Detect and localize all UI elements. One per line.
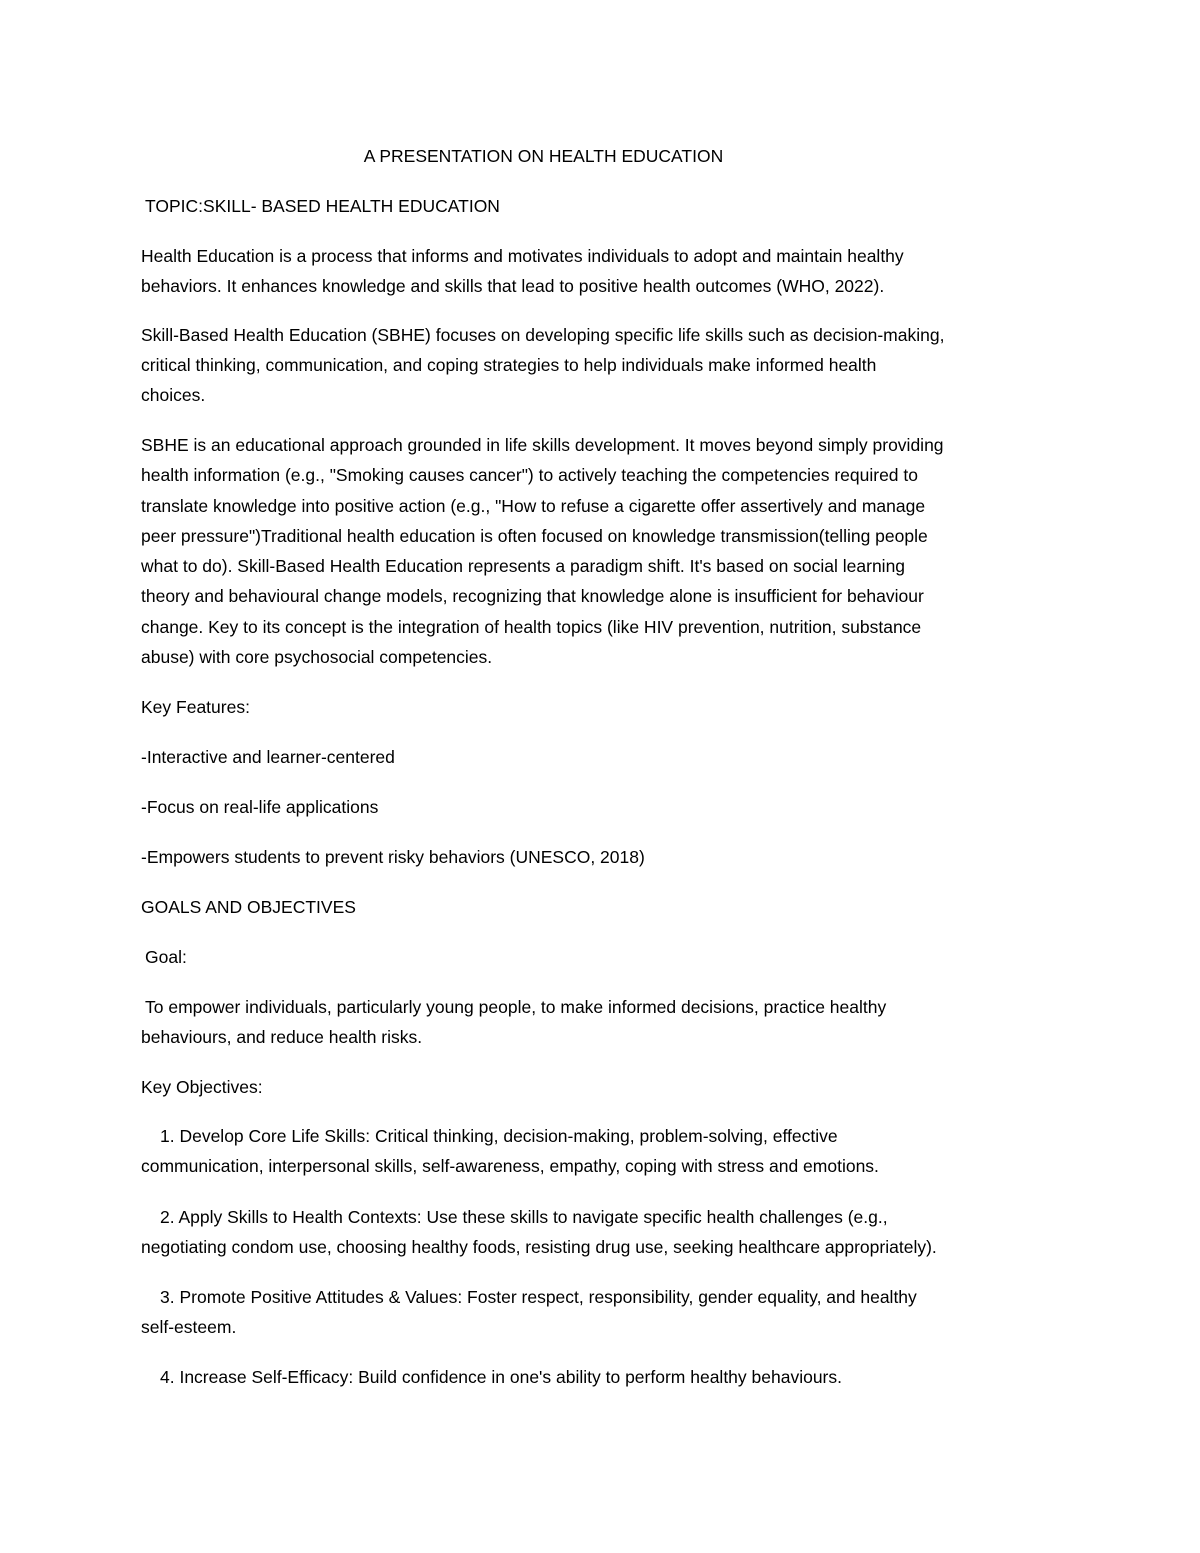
objective-2-line-1: 2. Apply Skills to Health Contexts: Use these skills to navigate specific health challenges (e.g.,: [160, 1207, 888, 1227]
objective-3-line-2: self-esteem.: [141, 1317, 237, 1337]
paragraph-2-line-1: Skill-Based Health Education (SBHE) focuses on developing specific life skills such as decision-making,: [141, 325, 945, 345]
objectives-heading: Key Objectives:: [141, 1077, 263, 1097]
goal-text-line-1: To empower individuals, particularly young people, to make informed decisions, practice healthy: [145, 997, 887, 1017]
objective-2-line-2: negotiating condom use, choosing healthy foods, resisting drug use, seeking healthcare appropriately).: [141, 1237, 937, 1257]
paragraph-1-line-2: behaviors. It enhances knowledge and skills that lead to positive health outcomes (WHO, 2022).: [141, 276, 885, 296]
objective-1-line-2: communication, interpersonal skills, self-awareness, empathy, coping with stress and emotions.: [141, 1156, 879, 1176]
key-feature-item: -Interactive and learner-centered: [141, 747, 395, 767]
key-feature-item: -Empowers students to prevent risky behaviors (UNESCO, 2018): [141, 847, 645, 867]
paragraph-3-line-5: what to do). Skill-Based Health Education represents a paradigm shift. It's based on social learning: [141, 556, 906, 576]
objective-4-line-1: 4. Increase Self-Efficacy: Build confidence in one's ability to perform healthy behaviours.: [160, 1367, 842, 1387]
goal-label: Goal:: [145, 947, 187, 967]
paragraph-3-line-3: translate knowledge into positive action (e.g., "How to refuse a cigarette offer assertively and manage: [141, 496, 926, 516]
goal-text-line-2: behaviours, and reduce health risks.: [141, 1027, 423, 1047]
paragraph-3-line-2: health information (e.g., "Smoking causes cancer") to actively teaching the competencies required to: [141, 465, 918, 485]
paragraph-2-line-3: choices.: [141, 385, 206, 405]
paragraph-3-line-1: SBHE is an educational approach grounded in life skills development. It moves beyond simply providing: [141, 435, 944, 455]
paragraph-1-line-1: Health Education is a process that informs and motivates individuals to adopt and maintain healthy: [141, 246, 904, 266]
goals-heading: GOALS AND OBJECTIVES: [141, 897, 356, 917]
document-title: A PRESENTATION ON HEALTH EDUCATION: [363, 146, 724, 166]
paragraph-3-line-7: change. Key to its concept is the integration of health topics (like HIV prevention, nutrition, substance: [141, 617, 922, 637]
paragraph-2-line-2: critical thinking, communication, and coping strategies to help individuals make informed health: [141, 355, 877, 375]
objective-3-line-1: 3. Promote Positive Attitudes & Values: Foster respect, responsibility, gender equality, and healthy: [160, 1287, 917, 1307]
paragraph-3-line-6: theory and behavioural change models, recognizing that knowledge alone is insufficient for behaviour: [141, 586, 924, 606]
paragraph-3-line-4: peer pressure")Traditional health education is often focused on knowledge transmission(telling people: [141, 526, 928, 546]
paragraph-3-line-8: abuse) with core psychosocial competencies.: [141, 647, 493, 667]
objective-1-line-1: 1. Develop Core Life Skills: Critical thinking, decision-making, problem-solving, effective: [160, 1126, 838, 1146]
key-feature-item: -Focus on real-life applications: [141, 797, 379, 817]
topic-line: TOPIC:SKILL- BASED HEALTH EDUCATION: [145, 196, 500, 216]
key-features-heading: Key Features:: [141, 697, 250, 717]
